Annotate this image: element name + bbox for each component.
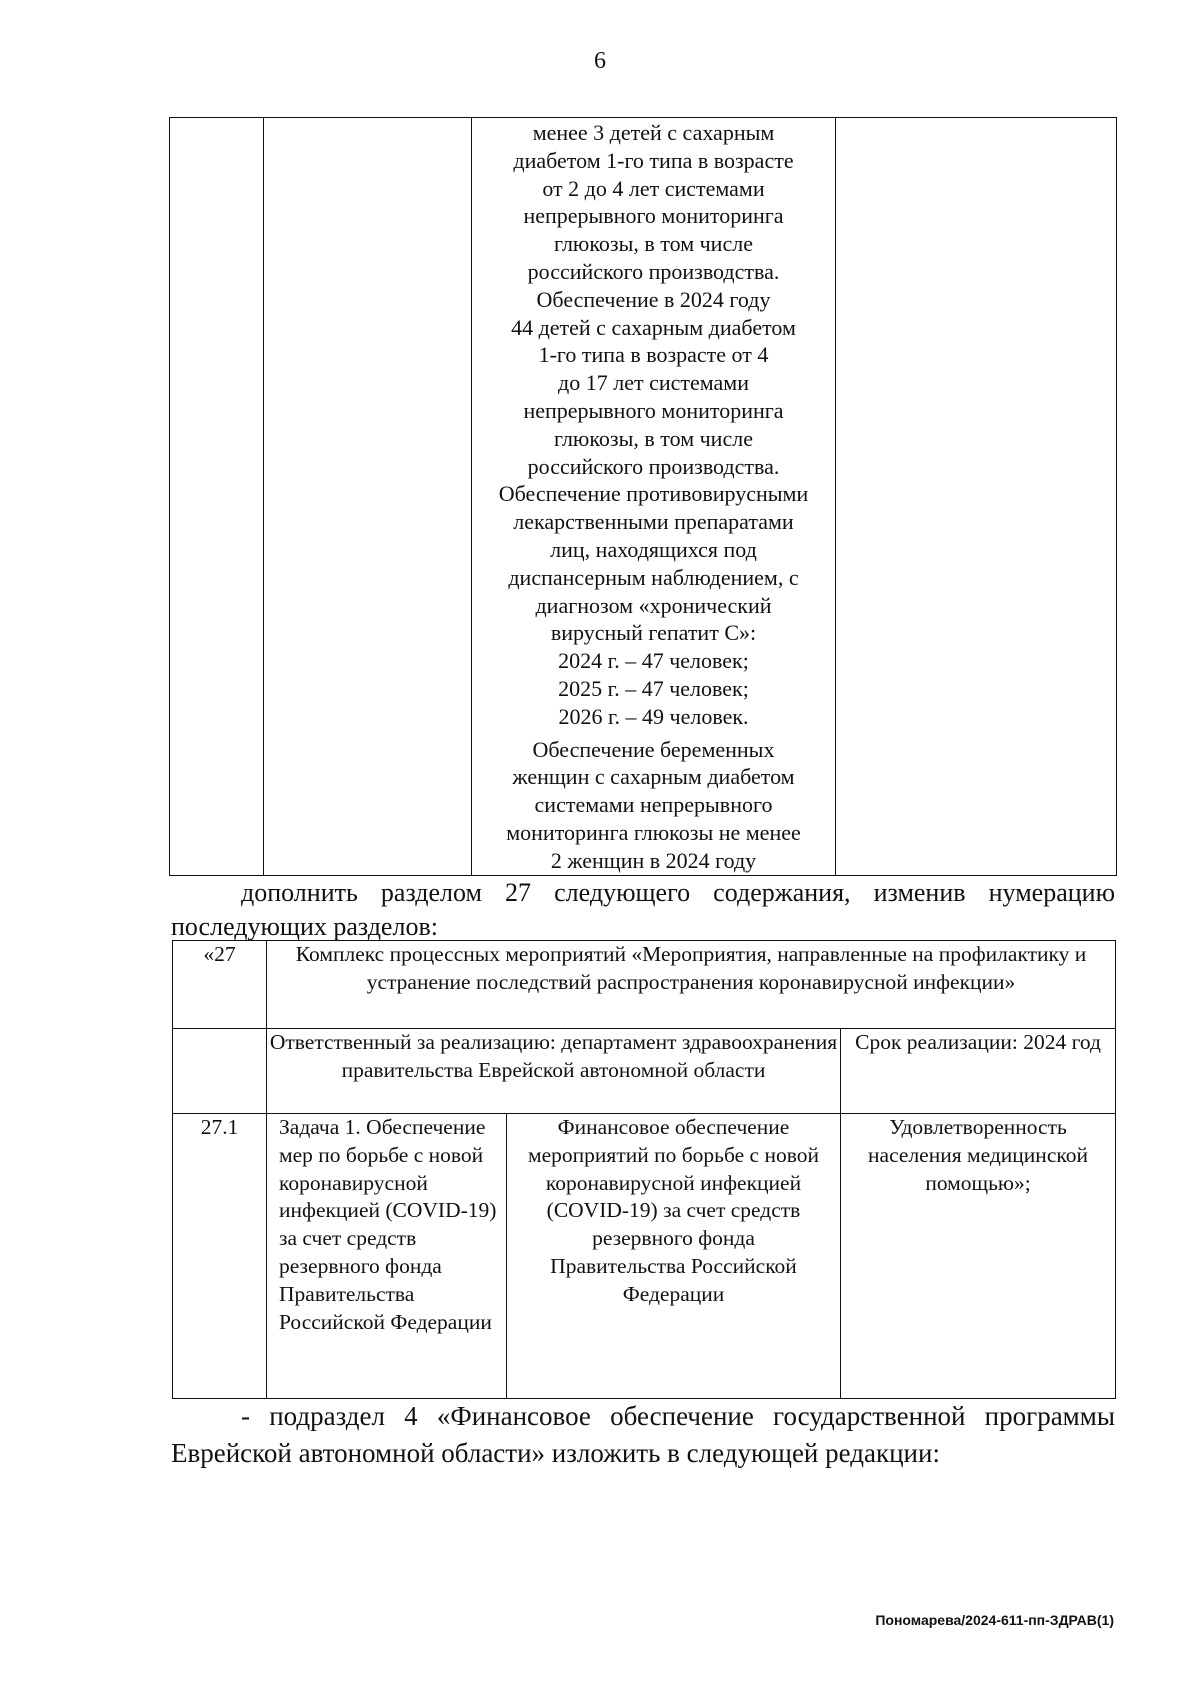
content-line: российского производства. <box>527 258 780 284</box>
content-line: 1-го типа в возрасте от 4 <box>538 342 769 368</box>
table-cell-task <box>264 118 472 876</box>
table-cell-empty <box>173 1029 267 1114</box>
content-line: глюкозы, в том числе <box>554 425 753 451</box>
content-line: диабетом 1-го типа в возрасте <box>513 147 794 173</box>
content-line: от 2 до 4 лет системами <box>542 175 765 201</box>
content-line: 2024 г. – 47 человек; <box>558 648 749 674</box>
content-line: Обеспечение беременных <box>532 736 775 762</box>
content-line: системами непрерывного <box>534 792 773 818</box>
content-line: менее 3 детей с сахарным <box>532 120 775 145</box>
table-row <box>173 1114 1116 1399</box>
term-cell: Срок реализации: 2024 год <box>841 1029 1116 1114</box>
indicator-cell: Удовлетворенность населения медицинской помощью»; <box>841 1114 1116 1399</box>
content-line: лиц, находящихся под <box>550 536 757 562</box>
paragraph-add-section: дополнить разделом 27 следующего содержания, изменив нумерацию последующих разделов: <box>171 878 1115 941</box>
content-line: 44 детей с сахарным диабетом <box>511 314 796 340</box>
table-continuation <box>169 117 1117 876</box>
content-line: непрерывного мониторинга <box>523 203 784 229</box>
content-line: российского производства. <box>527 453 780 479</box>
task-cell: Задача 1. Обеспечение мер по борьбе с новой коронавирусной инфекцией (COVID-19) за счет средств резервного фонда Правительства Российской Федерации <box>267 1114 507 1399</box>
content-line: Обеспечение противовирусными <box>498 481 809 507</box>
document-footer-code: Пономарева/2024-611-пп-ЗДРАВ(1) <box>875 1612 1114 1628</box>
page-number: 6 <box>594 48 606 74</box>
content-line: глюкозы, в том числе <box>554 231 753 257</box>
table-section-27 <box>172 940 1116 1399</box>
content-line: до 17 лет системами <box>558 370 749 396</box>
table-row <box>173 1029 1116 1114</box>
content-line: диагнозом «хронический <box>535 592 772 618</box>
table-row <box>170 118 1117 876</box>
table-cell-content <box>472 118 836 876</box>
paragraph-subsection-4: - подраздел 4 «Финансовое обеспечение государственной программы Еврейской автономной области» изложить в следующей редакции: <box>171 1401 1115 1468</box>
table-cell-num <box>170 118 264 876</box>
content-line: диспансерным наблюдением, с <box>508 564 799 590</box>
content-line: 2 женщин в 2024 году <box>550 847 757 873</box>
content-line: Обеспечение в 2024 году <box>536 286 771 312</box>
content-line: женщин с сахарным диабетом <box>512 764 795 790</box>
content-line: мониторинга глюкозы не менее <box>506 819 801 845</box>
section-number: «27 <box>173 941 267 1029</box>
content-line: 2026 г. – 49 человек. <box>558 703 749 729</box>
effect-cell: Финансовое обеспечение мероприятий по борьбе с новой коронавирусной инфекцией (COVID-19) за счет средств резервного фонда Правительства Российской Федерации <box>507 1114 841 1399</box>
section-title: Комплекс процессных мероприятий «Мероприятия, направленные на профилактику и устранение последствий распространения коронавирусной инфекции» <box>267 941 1116 1029</box>
content-lines <box>472 118 835 875</box>
content-line: непрерывного мониторинга <box>523 397 784 423</box>
content-line: 2025 г. – 47 человек; <box>558 675 749 701</box>
content-line: лекарственными препаратами <box>513 509 794 535</box>
content-line: вирусный гепатит С»: <box>550 620 757 646</box>
table-row <box>173 941 1116 1029</box>
task-number: 27.1 <box>173 1114 267 1399</box>
table-cell-indicator <box>836 118 1117 876</box>
responsible-cell: Ответственный за реализацию: департамент здравоохранения правительства Еврейской автономной области <box>267 1029 841 1114</box>
